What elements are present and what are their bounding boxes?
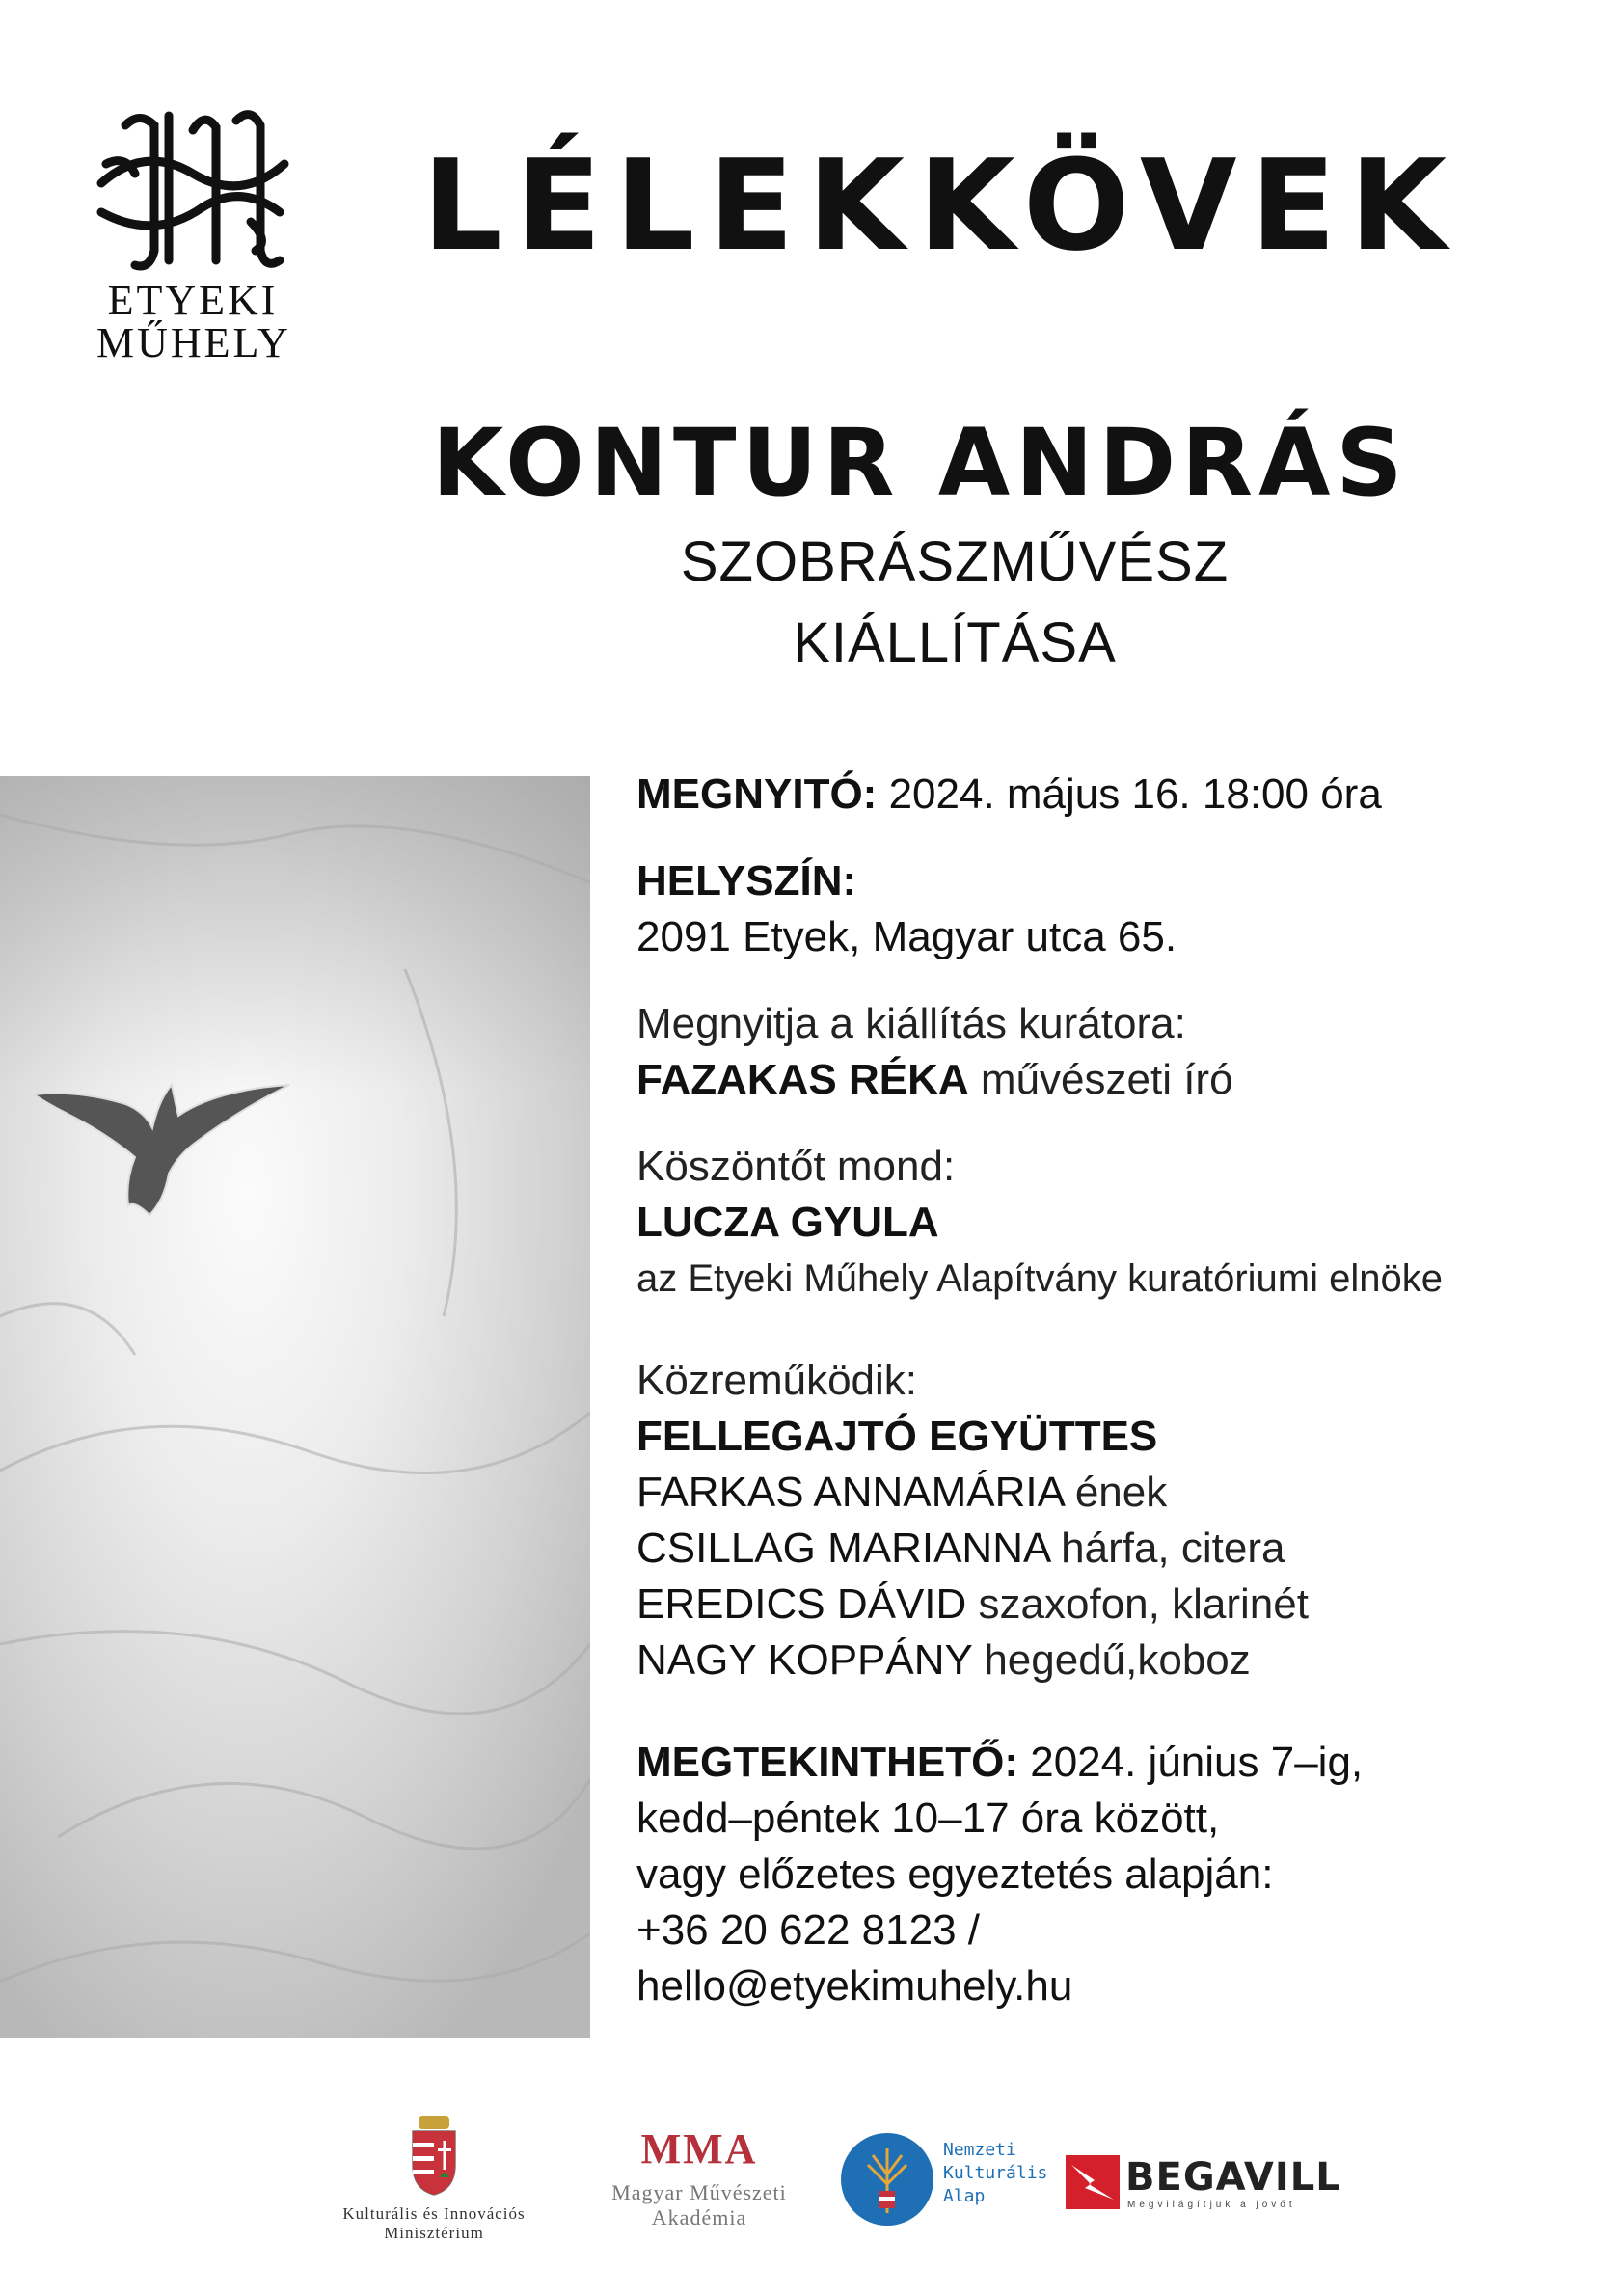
viewing-label: MEGTEKINTHETŐ: (636, 1739, 1018, 1786)
greeting-role: az Etyeki Műhely Alapítvány kuratóriumi elnöke (636, 1257, 1443, 1300)
performer-role: hárfa, citera (1061, 1525, 1285, 1572)
begavill-name: BEGAVILL (1125, 2155, 1341, 2200)
mma-logo (579, 2126, 820, 2230)
opening-value: 2024. május 16. 18:00 óra (888, 770, 1382, 818)
lightning-bolt-icon (1066, 2155, 1120, 2209)
venue-block (636, 853, 1601, 965)
etyeki-muhely-monogram-icon (96, 106, 289, 280)
performer-row (636, 1465, 1601, 1521)
performer-name: EREDICS DÁVID (636, 1580, 967, 1628)
subtitle-line-1: SZOBRÁSZMŰVÉSZ (680, 530, 1230, 593)
viewing-block (636, 1735, 1601, 2014)
subtitle-line-2: KIÁLLÍTÁSA (793, 611, 1117, 674)
curator-intro: Megnyitja a kiállítás kurátora: (636, 1000, 1186, 1047)
exhibition-title: LÉLEKKÖVEK (422, 132, 1461, 279)
performer-name: FARKAS ANNAMÁRIA (636, 1469, 1064, 1516)
nka-tree-emblem-icon (839, 2131, 935, 2228)
viewing-appointment: vagy előzetes egyeztetés alapján: (636, 1850, 1274, 1898)
ensemble-name: FELLEGAJTÓ EGYÜTTES (636, 1413, 1158, 1460)
performer-name: NAGY KOPPÁNY (636, 1636, 973, 1684)
curator-block (636, 996, 1601, 1108)
nka-logo (839, 2131, 1051, 2237)
performer-role: hegedű,koboz (984, 1636, 1251, 1684)
mma-name-1: Magyar Művészeti (611, 2180, 787, 2204)
viewing-hours: kedd–péntek 10–17 óra között, (636, 1795, 1220, 1842)
contact-email[interactable]: hello@etyekimuhely.hu (636, 1962, 1073, 2010)
marble-bird-image (0, 776, 590, 2038)
performer-name: CSILLAG MARIANNA (636, 1525, 1049, 1572)
performer-row (636, 1521, 1601, 1577)
performer-row (636, 1577, 1601, 1633)
event-info (636, 767, 1601, 2045)
begavill-logo (1066, 2155, 1341, 2223)
performer-role: ének (1074, 1469, 1168, 1516)
venue-label: HELYSZÍN: (636, 857, 857, 905)
nka-name-1: Nemzeti (943, 2140, 1016, 2160)
greeting-block (636, 1139, 1601, 1307)
viewing-value: 2024. június 7–ig, (1030, 1739, 1364, 1786)
ministry-logo (309, 2112, 559, 2243)
nka-name-3: Alap (943, 2186, 986, 2206)
ministry-name-2: Minisztérium (384, 2224, 484, 2242)
artist-name: KONTUR ANDRÁS (432, 409, 1409, 517)
greeting-name: LUCZA GYULA (636, 1199, 939, 1246)
performers-block (636, 1353, 1601, 1688)
ministry-name-1: Kulturális és Innovációs (342, 2204, 526, 2223)
nka-name-2: Kulturális (943, 2163, 1048, 2183)
curator-name: FAZAKAS RÉKA (636, 1056, 969, 1103)
mma-mark: MMA (640, 2125, 758, 2173)
logo-line-1: ETYEKI (107, 277, 279, 324)
contact-phone[interactable]: +36 20 622 8123 / (636, 1906, 980, 1954)
performer-row (636, 1633, 1601, 1688)
curator-role: művészeti író (980, 1056, 1233, 1103)
performers-intro: Közreműködik: (636, 1357, 918, 1404)
greeting-intro: Köszöntőt mond: (636, 1143, 956, 1190)
marble-bird-photo (0, 776, 590, 2038)
performer-role: szaxofon, klarinét (978, 1580, 1309, 1628)
venue-value: 2091 Etyek, Magyar utca 65. (636, 913, 1177, 960)
opening-block (636, 767, 1601, 823)
logo-line-2: MŰHELY (96, 319, 291, 366)
hungarian-coat-of-arms-icon (405, 2112, 463, 2199)
begavill-tagline: Megvilágítjuk a jövőt (1127, 2200, 1296, 2210)
opening-label: MEGNYITÓ: (636, 770, 878, 818)
sponsor-logos (0, 2112, 1623, 2256)
mma-name-2: Akadémia (651, 2205, 747, 2229)
etyeki-muhely-logo (96, 106, 299, 365)
